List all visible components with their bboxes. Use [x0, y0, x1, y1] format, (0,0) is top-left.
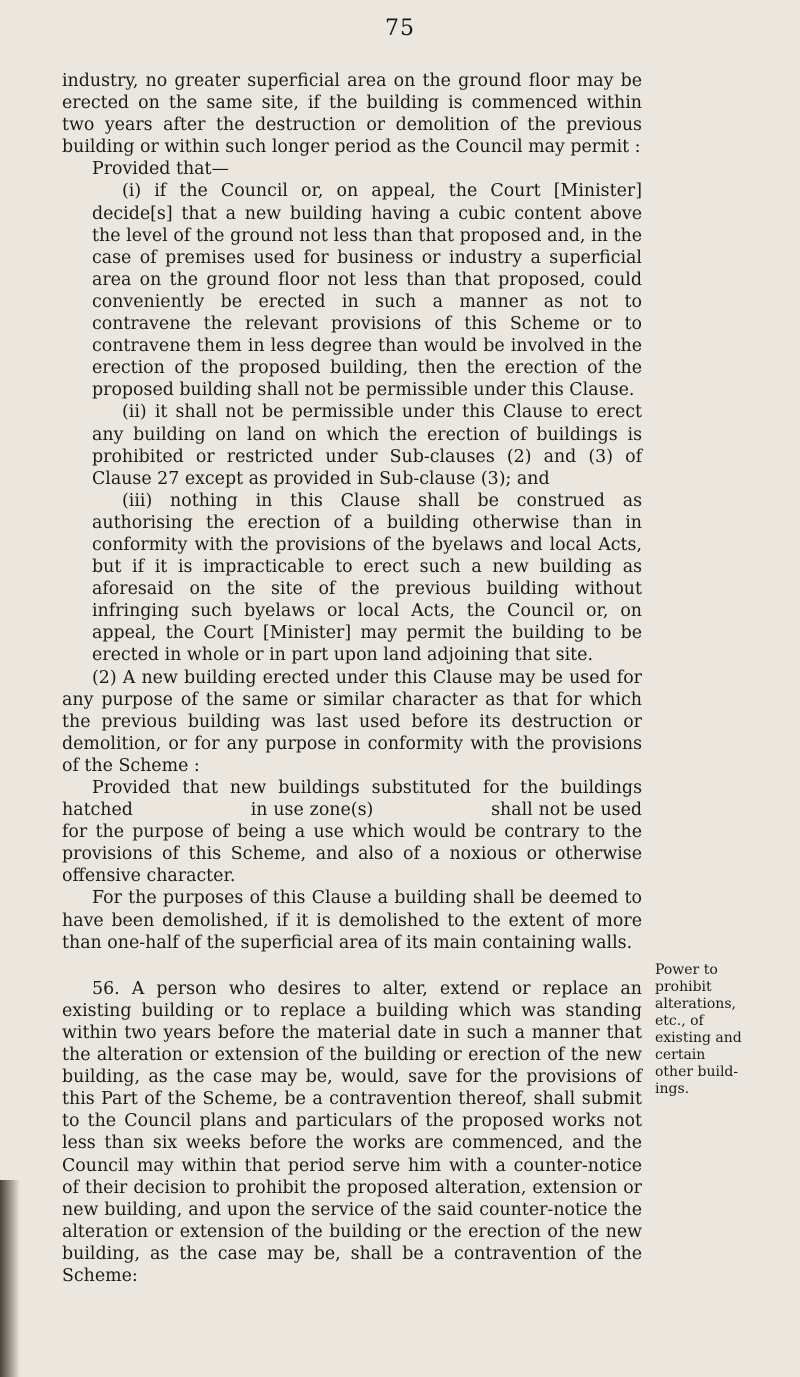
marginal-note	[655, 962, 795, 1098]
paragraph-provided: Provided that—	[92, 159, 229, 180]
paragraph-proviso-i: (i) if the Council or, on appeal, the Court [Minister] decide[s] that a new building having a cubic content above the level of the ground not less than that proposed and, in the case of premises used for business or industry a superficial area on the ground floor not less than that proposed, could conveniently be erected in such a manner as not to contravene the relevant provisions of this Scheme or to contravene them in less degree than would be involved in the erection of the proposed building, then the erection of the proposed building shall not be permissible under this Clause.	[92, 181, 642, 401]
paragraph-intro: industry, no greater superficial area on the ground floor may be erected on the same site, if the building is commenced within two years after the destruction or demolition of the previous building or within such longer period as the Council may permit :	[62, 71, 642, 158]
marginal-note-line: prohibit	[655, 979, 712, 995]
page-number: 75	[385, 16, 415, 41]
paragraph-subclause-2: (2) A new building erected under this Clause may be used for any purpose of the same or similar character as that for which the previous building was last used before its destruction or demolition, or for any purpose in conformity with the provisions of the Scheme :	[62, 667, 642, 776]
marginal-note-line: ings.	[655, 1081, 690, 1097]
marginal-note-line: etc., of	[655, 1013, 704, 1029]
paragraph-proviso-ii: (ii) it shall not be permissible under this Clause to erect any building on land on which the erection of buildings is prohibited or restricted under Sub-clauses (2) and (3) of Clause 27 except as provided in Sub-clause (3); and	[92, 402, 642, 489]
paragraph-subclause-2-proviso: Provided that new buildings substituted for the buildings hatched in use zone(s) shall not be used for the purpose of being a use which would be contrary to the provisions of this Scheme, and also of a noxious or otherwise offensive character.	[62, 778, 648, 887]
marginal-note-line: alterations,	[655, 996, 736, 1012]
marginal-note-line: certain	[655, 1047, 706, 1063]
marginal-note-line: other build-	[655, 1064, 739, 1080]
marginal-note-line: existing and	[655, 1030, 742, 1046]
marginal-note-line: Power to	[655, 962, 718, 978]
paragraph-proviso-iii: (iii) nothing in this Clause shall be construed as authorising the erection of a building otherwise than in conformity with the provisions of the byelaws and local Acts, but if it is impracticable to erect such a new building as aforesaid on the site of the previous building without infringing such byelaws or local Acts, the Council or, on appeal, the Court [Minister] may permit the building to be erected in whole or in part upon land adjoining that site.	[92, 490, 642, 666]
paragraph-gap	[62, 954, 642, 978]
clause-text	[62, 70, 648, 1287]
page-edge-shadow	[0, 1180, 20, 1377]
paragraph-demolition-definition: For the purposes of this Clause a building shall be deemed to have been demolished, if it is demolished to the extent of more than one-half of the superficial area of its main containing walls.	[62, 888, 642, 953]
paragraph-clause-56: 56. A person who desires to alter, extend or replace an existing building or to replace a building which was standing within two years before the material date in such a manner that the alteration or extension of the building or erection of the new building, as the case may be, would, save for the provisions of this Part of the Scheme, be a contravention thereof, shall submit to the Council plans and particulars of the proposed works not less than six weeks before the works are commenced, and the Council may within that period serve him with a counter-notice of their decision to prohibit the proposed alteration, extension or new building, and upon the service of the said counter-notice the alteration or extension of the building or the erection of the new building, as the case may be, shall be a contravention of the Scheme:	[62, 978, 642, 1286]
